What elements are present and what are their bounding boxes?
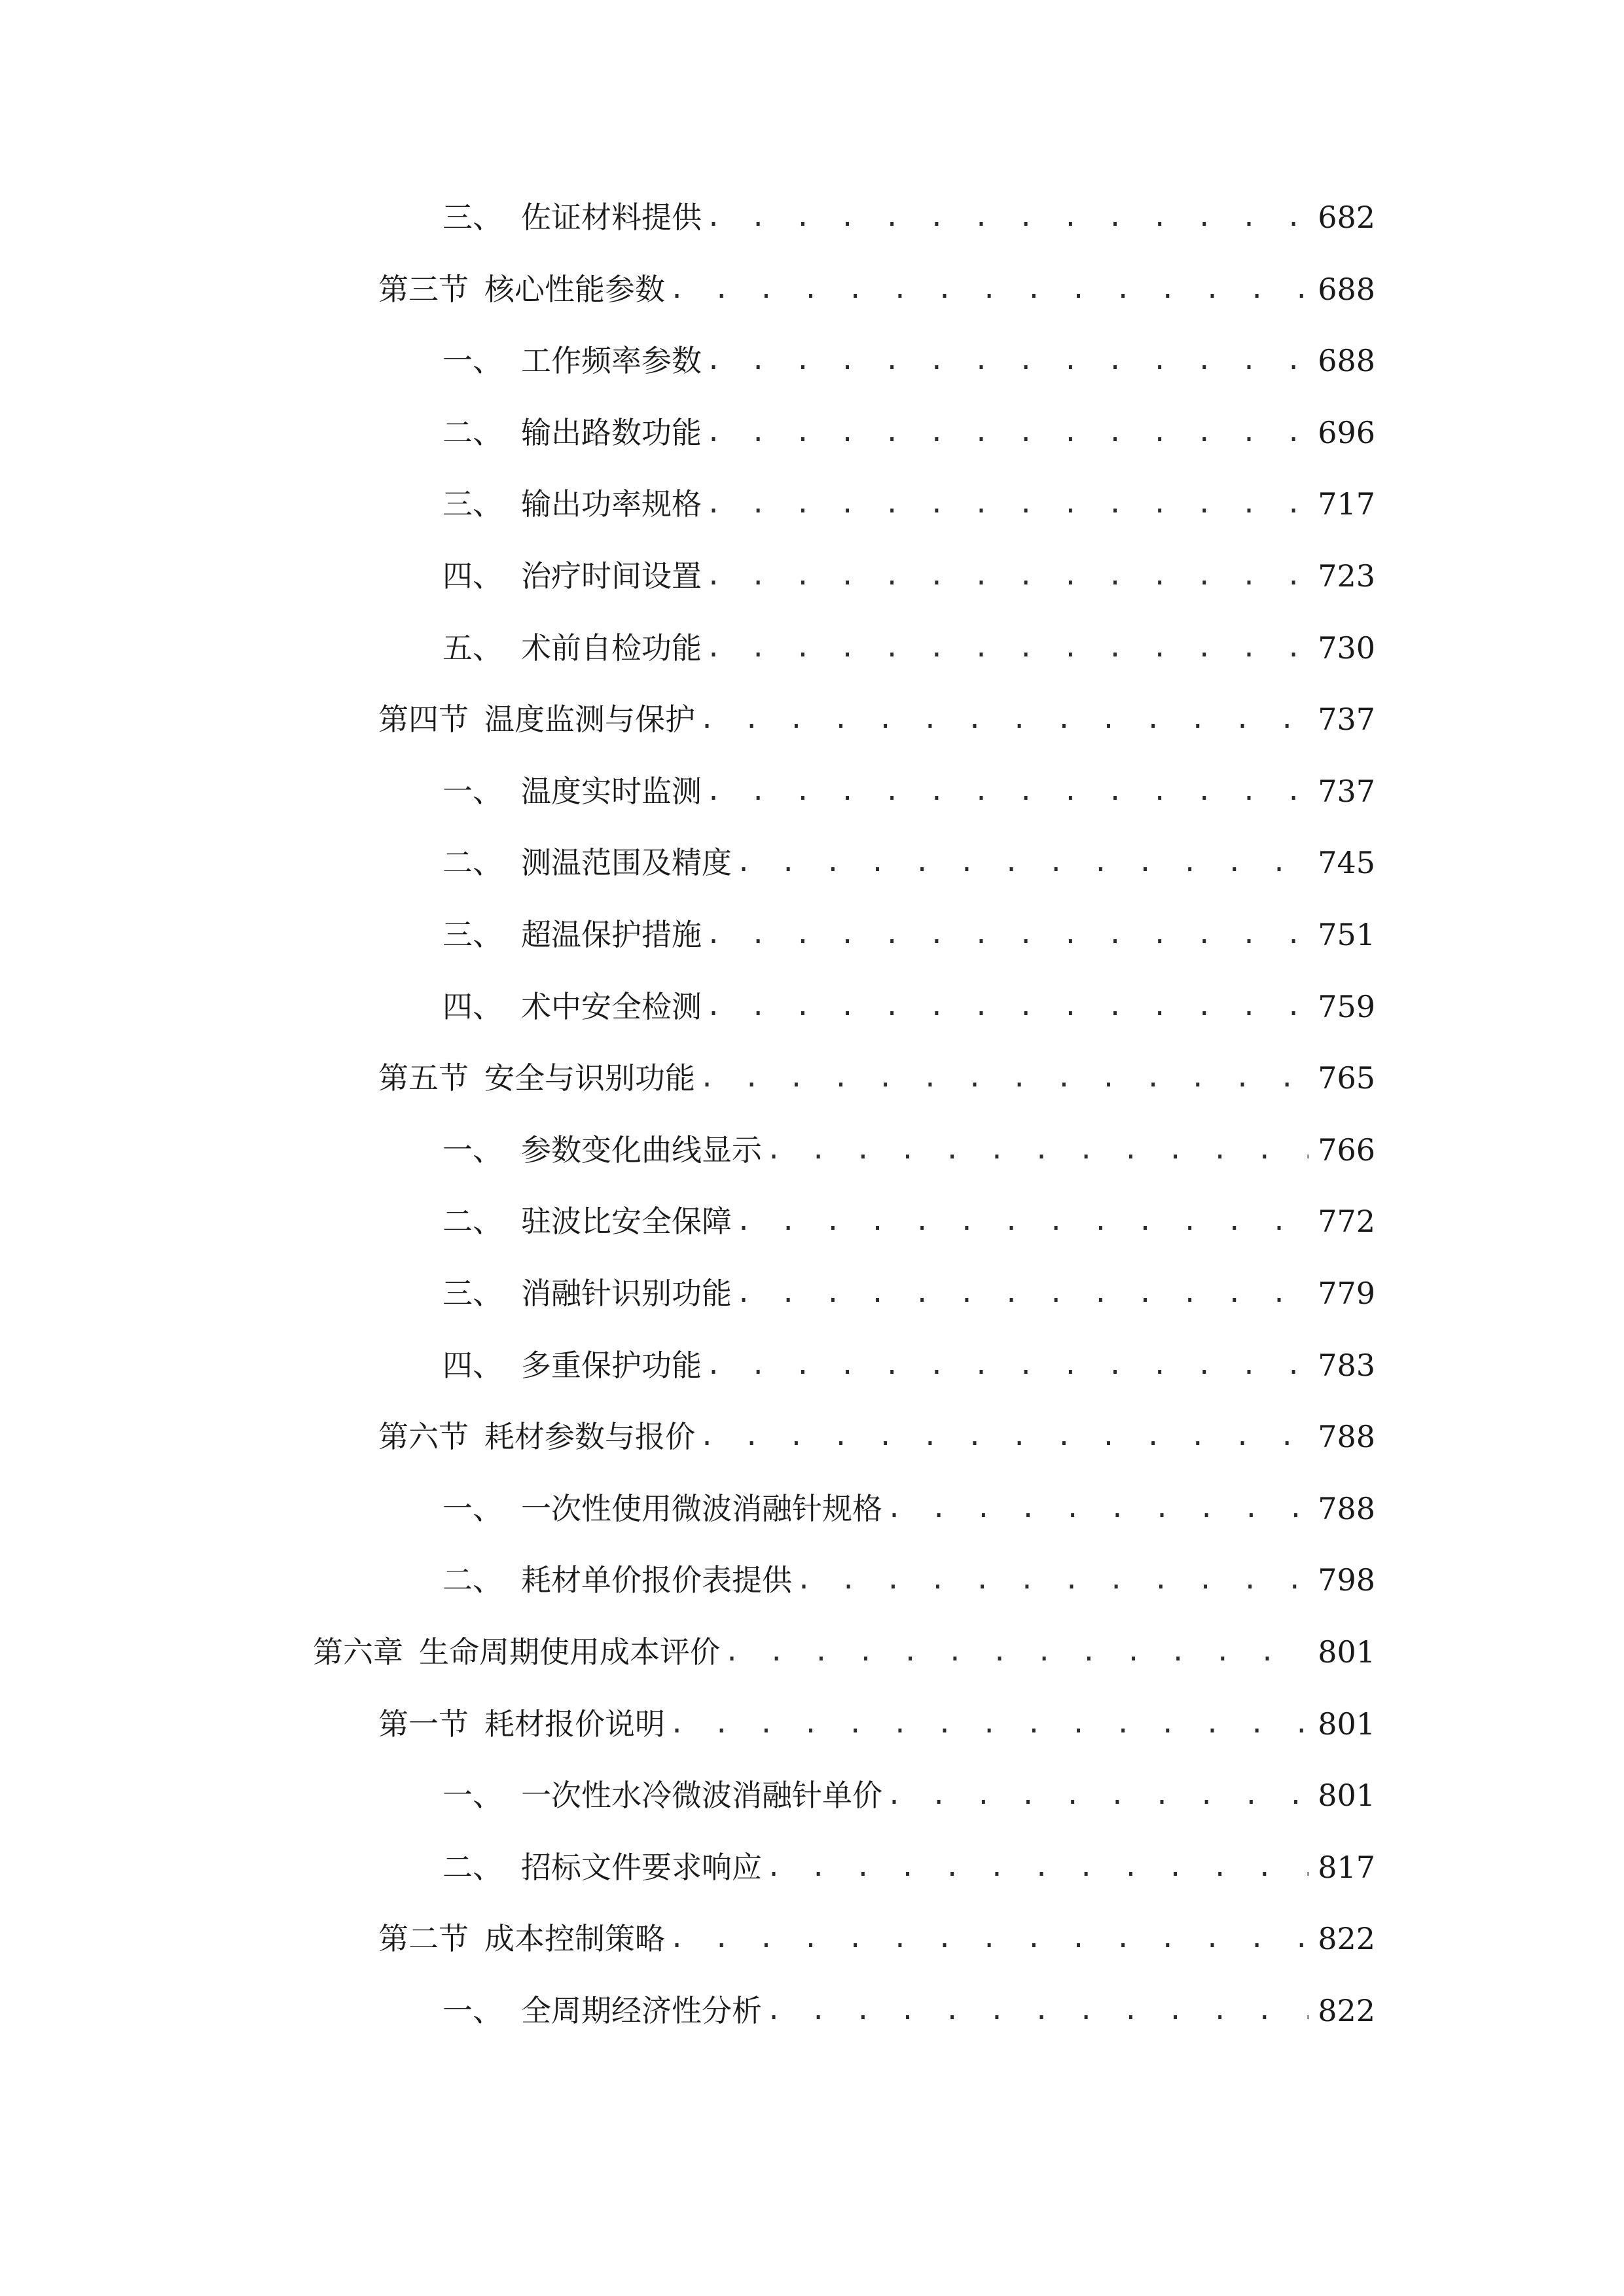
toc-dot-leader [699,1410,1308,1463]
toc-entry-title: 生命周期使用成本评价 [419,1634,720,1670]
toc-entry-page: 745 [1318,845,1375,881]
toc-entry[interactable] [442,1554,1375,1606]
toc-entry-title: 测温范围及精度 [521,845,732,881]
toc-dot-leader [736,836,1308,889]
toc-entry[interactable] [442,1984,1375,2037]
toc-entry-number: 第六节 [378,1419,469,1455]
toc-entry[interactable] [442,1195,1375,1247]
toc-entry[interactable] [442,550,1375,602]
toc-entry-number: 四、 [442,1347,503,1383]
toc-entry-page: 730 [1318,630,1375,666]
toc-entry-title: 耗材单价报价表提供 [521,1562,792,1598]
toc-entry-title: 参数变化曲线显示 [521,1132,762,1168]
toc-entry-page: 779 [1318,1276,1375,1311]
toc-dot-leader [706,908,1308,961]
toc-dot-leader [766,1841,1308,1893]
toc-entry-title: 耗材参数与报价 [484,1419,695,1455]
toc-entry[interactable] [442,908,1375,961]
toc-entry-title: 治疗时间设置 [521,558,702,594]
toc-entry-title: 招标文件要求响应 [521,1849,762,1885]
toc-entry-page: 759 [1318,988,1375,1024]
toc-entry[interactable] [442,622,1375,674]
toc-entry[interactable] [313,1626,1375,1678]
toc-entry-number: 三、 [442,917,503,952]
toc-entry-number: 二、 [442,1562,503,1598]
toc-entry[interactable] [442,1482,1375,1535]
toc-entry[interactable] [442,406,1375,459]
toc-dot-leader [706,980,1308,1033]
toc-entry-page: 822 [1318,1921,1375,1957]
toc-dot-leader [736,1195,1308,1247]
toc-entry[interactable] [442,1124,1375,1176]
toc-entry-title: 输出路数功能 [521,414,702,450]
toc-entry-page: 682 [1318,200,1375,235]
toc-entry-title: 超温保护措施 [521,917,702,952]
toc-entry-title: 全周期经济性分析 [521,1993,762,2028]
toc-dot-leader [669,263,1308,315]
toc-entry[interactable] [442,765,1375,817]
toc-dot-leader [886,1769,1308,1821]
toc-entry-page: 822 [1318,1993,1375,2028]
toc-entry-number: 四、 [442,558,503,594]
toc-entry-page: 801 [1318,1634,1375,1670]
toc-entry-number: 一、 [442,1132,503,1168]
toc-entry[interactable] [378,1698,1375,1750]
toc-entry-number: 三、 [442,200,503,235]
toc-entry[interactable] [442,478,1375,530]
toc-entry[interactable] [442,1267,1375,1319]
toc-entry-number: 第四节 [378,702,469,738]
toc-entry-number: 二、 [442,845,503,881]
toc-entry-number: 第一节 [378,1706,469,1742]
toc-dot-leader [886,1482,1308,1535]
toc-entry[interactable] [442,980,1375,1033]
toc-entry-page: 788 [1318,1419,1375,1455]
toc-entry[interactable] [442,836,1375,889]
toc-dot-leader [724,1626,1308,1678]
toc-entry-page: 688 [1318,343,1375,379]
toc-entry-title: 术前自检功能 [521,630,702,666]
toc-entry-number: 三、 [442,1276,503,1311]
toc-entry-page: 788 [1318,1490,1375,1526]
toc-dot-leader [766,1124,1308,1176]
toc-entry-page: 798 [1318,1562,1375,1598]
toc-dot-leader [706,406,1308,459]
toc-dot-leader [706,550,1308,602]
toc-entry-title: 成本控制策略 [484,1921,665,1957]
toc-entry-number: 五、 [442,630,503,666]
toc-entry-number: 一、 [442,1778,503,1814]
toc-entry-page: 737 [1318,773,1375,809]
toc-entry-title: 输出功率规格 [521,486,702,522]
toc-entry-title: 核心性能参数 [484,271,665,307]
toc-entry-page: 717 [1318,486,1375,522]
toc-entry[interactable] [442,1769,1375,1821]
toc-entry-number: 第六章 [313,1634,403,1670]
toc-entry-page: 696 [1318,414,1375,450]
toc-entry[interactable] [378,263,1375,315]
toc-entry[interactable] [442,334,1375,387]
toc-entry-page: 801 [1318,1778,1375,1814]
toc-entry-number: 二、 [442,1204,503,1240]
toc-entry-page: 783 [1318,1347,1375,1383]
toc-entry-page: 766 [1318,1132,1375,1168]
toc-entry-number: 三、 [442,486,503,522]
toc-entry-page: 723 [1318,558,1375,594]
toc-entry-number: 一、 [442,1993,503,2028]
toc-entry-number: 一、 [442,1490,503,1526]
toc-dot-leader [669,1698,1308,1750]
toc-entry-title: 工作频率参数 [521,343,702,379]
toc-entry-page: 772 [1318,1204,1375,1240]
toc-entry-page: 737 [1318,702,1375,738]
toc-dot-leader [699,693,1308,745]
toc-entry-title: 耗材报价说明 [484,1706,665,1742]
toc-entry-title: 消融针识别功能 [521,1276,732,1311]
toc-entry-title: 安全与识别功能 [484,1060,695,1096]
toc-entry-number: 一、 [442,343,503,379]
toc-entry-title: 多重保护功能 [521,1347,702,1383]
toc-entry-title: 术中安全检测 [521,988,702,1024]
toc-entry-number: 第二节 [378,1921,469,1957]
toc-dot-leader [706,765,1308,817]
toc-entry-number: 第三节 [378,271,469,307]
toc-entry-page: 801 [1318,1706,1375,1742]
toc-entry-number: 二、 [442,414,503,450]
toc-entry-page: 817 [1318,1849,1375,1885]
toc-entry[interactable] [378,1912,1375,1965]
toc-entry-title: 温度监测与保护 [484,702,695,738]
toc-entry-number: 一、 [442,773,503,809]
toc-dot-leader [669,1912,1308,1965]
toc-entry-page: 765 [1318,1060,1375,1096]
toc-entry-number: 第五节 [378,1060,469,1096]
toc-entry-number: 四、 [442,988,503,1024]
toc-dot-leader [706,478,1308,530]
toc-dot-leader [706,622,1308,674]
toc-dot-leader [736,1267,1308,1319]
toc-entry-number: 二、 [442,1849,503,1885]
toc-dot-leader [699,1052,1308,1104]
toc-entry-title: 佐证材料提供 [521,200,702,235]
toc-entry-title: 温度实时监测 [521,773,702,809]
toc-entry[interactable] [442,1841,1375,1893]
toc-dot-leader [706,334,1308,387]
toc-entry-page: 688 [1318,271,1375,307]
toc-entry-title: 一次性使用微波消融针规格 [521,1490,882,1526]
toc-entry[interactable] [378,693,1375,745]
toc-entry[interactable] [378,1410,1375,1463]
toc-entry-title: 一次性水冷微波消融针单价 [521,1778,882,1814]
toc-dot-leader [706,191,1308,243]
toc-dot-leader [766,1984,1308,2037]
toc-entry-page: 751 [1318,917,1375,952]
toc-dot-leader [796,1554,1308,1606]
toc-entry[interactable] [442,191,1375,243]
toc-entry-title: 驻波比安全保障 [521,1204,732,1240]
toc-entry[interactable] [378,1052,1375,1104]
toc-dot-leader [706,1339,1308,1391]
toc-entry[interactable] [442,1339,1375,1391]
